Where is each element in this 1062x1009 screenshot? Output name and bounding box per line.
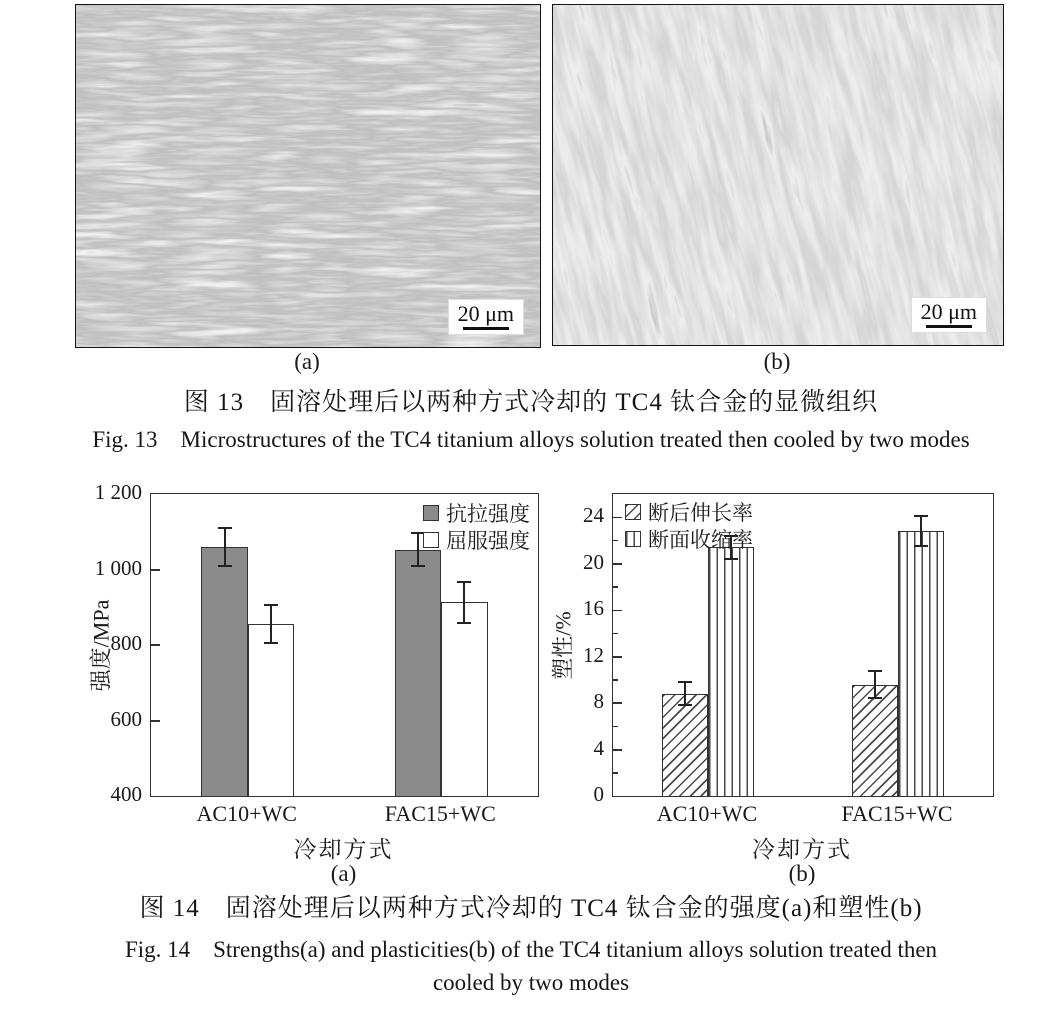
bar-断后伸长率-AC10+WC — [662, 694, 708, 796]
bar-屈服强度-FAC15+WC — [441, 602, 487, 796]
micrograph-b — [552, 4, 1004, 346]
y-axis-major-tick — [151, 569, 160, 571]
figure14-caption-en-line1: Fig. 14 Strengths(a) and plasticities(b) of the TC4 titanium alloys solution treated then — [124, 937, 938, 962]
error-bar — [417, 533, 419, 567]
y-axis-tick-label: 12 — [583, 642, 604, 667]
scalebar-a-text: 20 μm — [457, 300, 514, 326]
y-axis-minor-tick — [613, 586, 618, 588]
y-axis-minor-tick — [613, 679, 618, 681]
chart-panel-label: (a) — [330, 861, 357, 886]
chart-plasticity — [540, 480, 1010, 890]
y-axis-major-tick — [151, 720, 160, 722]
bar-断后伸长率-FAC15+WC — [852, 685, 898, 797]
y-axis-minor-tick — [613, 633, 618, 635]
legend-swatch-diagonal-hatch — [625, 504, 641, 520]
error-bar-cap — [868, 697, 882, 699]
y-axis-tick-label: 16 — [583, 596, 604, 621]
legend-swatch-vertical-hatch — [625, 531, 641, 547]
error-bar-cap — [411, 565, 425, 567]
micrograph-b-label: (b) — [763, 349, 791, 374]
scalebar-b-line — [926, 325, 972, 328]
error-bar-cap — [868, 670, 882, 672]
micrograph-a — [75, 4, 541, 348]
y-axis-title: 强度/MPa — [88, 599, 114, 692]
micrograph-a-label: (a) — [294, 349, 320, 374]
chart-panel-label: (b) — [788, 861, 816, 886]
y-axis-tick-label: 600 — [110, 706, 142, 731]
y-axis-tick-label: 24 — [583, 503, 604, 528]
error-bar-cap — [457, 622, 471, 624]
legend-item — [423, 526, 530, 553]
error-bar-cap — [678, 681, 692, 683]
figure13-caption-zh: 图 13 固溶处理后以两种方式冷却的 TC4 钛合金的显微组织 — [183, 389, 879, 416]
error-bar-cap — [724, 558, 738, 560]
bar-抗拉强度-AC10+WC — [201, 547, 247, 796]
y-axis-major-tick — [613, 563, 622, 565]
scalebar-a — [448, 299, 524, 335]
bar-断面收缩率-FAC15+WC — [898, 531, 944, 796]
y-axis-tick-label: 400 — [110, 782, 142, 806]
y-axis-title: 塑性/% — [550, 611, 576, 680]
legend-label: 抗拉强度 — [446, 501, 530, 526]
y-axis-major-tick — [613, 749, 622, 751]
y-axis-major-tick — [151, 644, 160, 646]
scalebar-b — [911, 297, 987, 333]
error-bar-cap — [264, 604, 278, 606]
legend-label: 断后伸长率 — [648, 500, 753, 525]
y-axis-major-tick — [613, 656, 622, 658]
scalebar-a-line — [463, 327, 509, 330]
x-axis-title: 冷却方式 — [293, 837, 394, 862]
error-bar — [463, 582, 465, 624]
y-axis-tick-label: 800 — [110, 631, 142, 655]
y-axis-minor-tick — [613, 772, 618, 774]
bar-屈服强度-AC10+WC — [248, 624, 294, 796]
figure13-caption-en: Fig. 13 Microstructures of the TC4 titanium alloys solution treated then cooled by two modes — [92, 427, 970, 452]
bar-抗拉强度-FAC15+WC — [395, 550, 441, 797]
x-axis-title: 冷却方式 — [752, 837, 852, 862]
legend-label: 断面收缩率 — [648, 527, 753, 552]
chart-strength — [60, 480, 550, 890]
error-bar-cap — [218, 565, 232, 567]
error-bar — [874, 671, 876, 699]
micrograph-a-texture — [76, 5, 540, 347]
y-axis-minor-tick — [613, 726, 618, 728]
chart-plasticity-plot-area — [612, 493, 994, 797]
x-axis-category-label: AC10+WC — [656, 801, 758, 826]
figure14-caption-zh: 图 14 固溶处理后以两种方式冷却的 TC4 钛合金的强度(a)和塑性(b) — [139, 895, 923, 922]
bar-断面收缩率-AC10+WC — [708, 547, 754, 796]
y-axis-minor-tick — [613, 540, 618, 542]
y-axis-tick-label: 4 — [593, 735, 604, 760]
legend-swatch-gray — [423, 505, 439, 521]
y-axis-tick-label: 1 000 — [94, 555, 142, 580]
x-axis-category-label: FAC15+WC — [841, 801, 953, 826]
legend — [423, 499, 530, 553]
legend-item — [625, 525, 753, 552]
scalebar-b-text: 20 μm — [920, 298, 977, 324]
y-axis-major-tick — [613, 702, 622, 704]
error-bar-cap — [457, 581, 471, 583]
y-axis-tick-label: 8 — [593, 689, 604, 714]
y-axis-major-tick — [613, 610, 622, 612]
legend-item — [423, 499, 530, 526]
error-bar — [684, 682, 686, 705]
y-axis-tick-label: 20 — [583, 549, 604, 574]
error-bar-cap — [264, 642, 278, 644]
legend-label: 屈服强度 — [446, 528, 530, 553]
error-bar-cap — [218, 527, 232, 529]
error-bar — [224, 528, 226, 566]
y-axis-tick-label: 0 — [593, 782, 604, 806]
y-axis-tick-label: 1 200 — [94, 480, 142, 504]
error-bar-cap — [914, 545, 928, 547]
legend-item — [625, 498, 753, 525]
x-axis-category-label: AC10+WC — [196, 801, 297, 826]
legend-swatch-white — [423, 532, 439, 548]
x-axis-category-label: FAC15+WC — [384, 801, 496, 826]
error-bar-cap — [678, 704, 692, 706]
y-axis-major-tick — [613, 517, 622, 519]
chart-strength-plot-area — [150, 493, 539, 797]
error-bar-cap — [914, 515, 928, 517]
figure14-caption-en-line2: cooled by two modes — [432, 970, 630, 995]
error-bar — [270, 605, 272, 643]
legend — [625, 498, 753, 552]
micrograph-b-texture — [553, 5, 1003, 345]
error-bar — [920, 516, 922, 546]
